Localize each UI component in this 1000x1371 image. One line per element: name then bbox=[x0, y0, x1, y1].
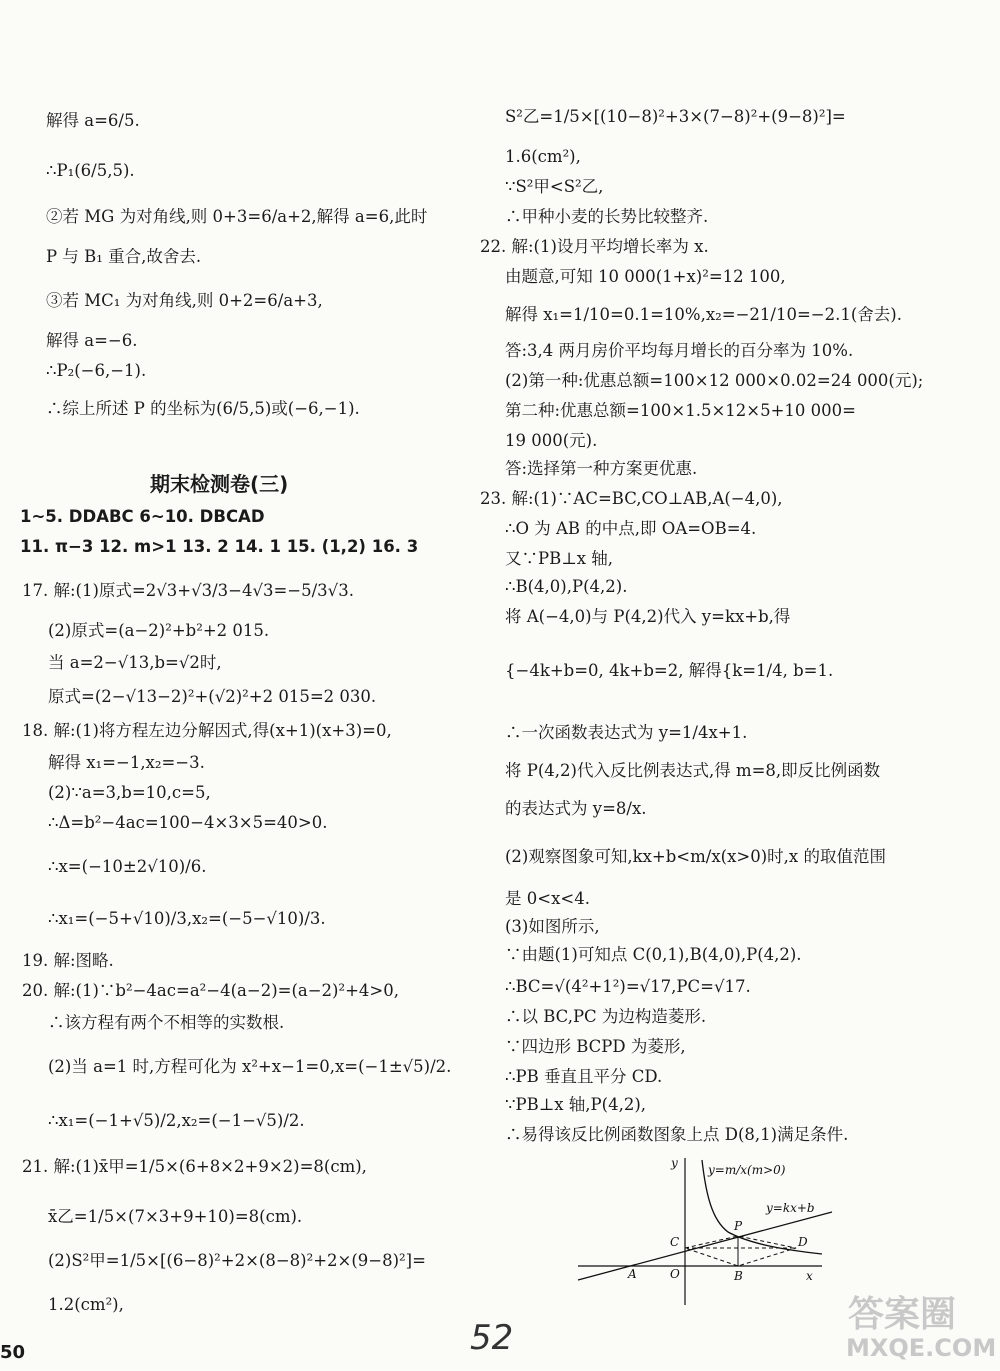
line: x̄乙=1/5×(7×3+9+10)=8(cm). bbox=[48, 1207, 303, 1226]
line: (2)S²甲=1/5×[(6−8)²+2×(8−8)²+2×(9−8)²]= bbox=[48, 1251, 426, 1270]
line: ∴易得该反比例函数图象上点 D(8,1)满足条件. bbox=[505, 1125, 849, 1144]
line: 1.2(cm²), bbox=[48, 1295, 124, 1314]
line: ∴以 BC,PC 为边构造菱形. bbox=[505, 1007, 707, 1026]
line: (2)原式=(a−2)²+b²+2 015. bbox=[48, 621, 270, 640]
line: 当 a=2−√13,b=√2时, bbox=[48, 653, 222, 672]
line: (2)第一种:优惠总额=100×12 000×0.02=24 000(元); bbox=[505, 371, 924, 390]
line: (2)∵a=3,b=10,c=5, bbox=[48, 783, 211, 802]
line: ③若 MC₁ 为对角线,则 0+2=6/a+3, bbox=[46, 291, 323, 310]
line: 19 000(元). bbox=[505, 431, 598, 450]
line: 23. 解:(1)∵AC=BC,CO⊥AB,A(−4,0), bbox=[480, 489, 783, 508]
line: ∴x₁=(−1+√5)/2,x₂=(−1−√5)/2. bbox=[48, 1111, 305, 1130]
line: 的表达式为 y=8/x. bbox=[505, 799, 647, 818]
line: ∴P₁(6/5,5). bbox=[46, 161, 135, 180]
line: 20. 解:(1)∵b²−4ac=a²−4(a−2)=(a−2)²+4>0, bbox=[22, 981, 399, 1000]
line: ∵PB⊥x 轴,P(4,2), bbox=[505, 1095, 646, 1114]
line: 解得 x₁=1/10=0.1=10%,x₂=−21/10=−2.1(舍去). bbox=[505, 305, 902, 324]
line: (2)观察图象可知,kx+b<m/x(x>0)时,x 的取值范围 bbox=[505, 847, 886, 866]
line: ∴Δ=b²−4ac=100−4×3×5=40>0. bbox=[48, 813, 328, 832]
line: 答:3,4 两月房价平均每月增长的百分率为 10%. bbox=[505, 341, 854, 360]
line: S²乙=1/5×[(10−8)²+3×(7−8)²+(9−8)²]= bbox=[505, 107, 846, 126]
line: 是 0<x<4. bbox=[505, 889, 590, 908]
line: ∵S²甲<S²乙, bbox=[505, 177, 604, 196]
rhombus-bcpd bbox=[685, 1236, 796, 1266]
point-label-c: C bbox=[670, 1235, 680, 1249]
line: ∴综上所述 P 的坐标为(6/5,5)或(−6,−1). bbox=[46, 399, 360, 418]
line: ∵四边形 BCPD 为菱形, bbox=[505, 1037, 686, 1056]
line: (2)当 a=1 时,方程可化为 x²+x−1=0,x=(−1±√5)/2. bbox=[48, 1057, 452, 1076]
point-label-p: P bbox=[734, 1219, 743, 1233]
line: (3)如图所示, bbox=[505, 917, 600, 936]
line: 18. 解:(1)将方程左边分解因式,得(x+1)(x+3)=0, bbox=[22, 721, 392, 740]
line: 22. 解:(1)设月平均增长率为 x. bbox=[480, 237, 709, 256]
line: ∴O 为 AB 的中点,即 OA=OB=4. bbox=[505, 519, 757, 538]
line: 将 P(4,2)代入反比例表达式,得 m=8,即反比例函数 bbox=[505, 761, 881, 780]
line: ∴该方程有两个不相等的实数根. bbox=[48, 1013, 285, 1032]
line: 19. 解:图略. bbox=[22, 951, 114, 970]
line: 答:选择第一种方案更优惠. bbox=[505, 459, 698, 478]
point-label-b: B bbox=[734, 1269, 743, 1283]
line: P 与 B₁ 重合,故舍去. bbox=[46, 247, 202, 266]
page-number: 50 bbox=[0, 1342, 26, 1363]
line: 将 A(−4,0)与 P(4,2)代入 y=kx+b,得 bbox=[505, 607, 791, 626]
line: ∴P₂(−6,−1). bbox=[46, 361, 147, 380]
point-label-a: A bbox=[628, 1267, 637, 1281]
watermark-url: MXQE.COM bbox=[846, 1334, 997, 1362]
point-label-o: O bbox=[670, 1267, 680, 1281]
line: 又∵PB⊥x 轴, bbox=[505, 549, 614, 568]
line: 解得 a=−6. bbox=[46, 331, 138, 350]
line: 21. 解:(1)x̄甲=1/5×(6+8×2+9×2)=8(cm), bbox=[22, 1157, 367, 1176]
line: ∴甲种小麦的长势比较整齐. bbox=[505, 207, 709, 226]
line: ∵由题(1)可知点 C(0,1),B(4,0),P(4,2). bbox=[505, 945, 802, 964]
line: ∴BC=√(4²+1²)=√17,PC=√17. bbox=[505, 977, 751, 996]
section-title: 期末检测卷(三) bbox=[150, 472, 289, 496]
handwritten-note: 52 bbox=[470, 1318, 514, 1358]
x-axis-label: x bbox=[806, 1269, 813, 1283]
y-axis-label: y bbox=[671, 1156, 678, 1170]
watermark-logo: 答案圈 bbox=[848, 1294, 957, 1335]
linear-line bbox=[578, 1212, 832, 1280]
line: {−4k+b=0, 4k+b=2, 解得{k=1/4, b=1. bbox=[505, 661, 834, 680]
curve-label: y=m/x(m>0) bbox=[708, 1163, 786, 1177]
line: 解得 a=6/5. bbox=[46, 111, 140, 130]
line-label: y=kx+b bbox=[766, 1201, 815, 1215]
line: 解得 x₁=−1,x₂=−3. bbox=[48, 753, 205, 772]
line: 1.6(cm²), bbox=[505, 147, 581, 166]
line: ∴x₁=(−5+√10)/3,x₂=(−5−√10)/3. bbox=[48, 909, 326, 928]
line: 原式=(2−√13−2)²+(√2)²+2 015=2 030. bbox=[48, 687, 377, 706]
line: 17. 解:(1)原式=2√3+√3/3−4√3=−5/3√3. bbox=[22, 581, 354, 600]
line: ∴x=(−10±2√10)/6. bbox=[48, 857, 207, 876]
answer-line: 11. π−3 12. m>1 13. 2 14. 1 15. (1,2) 16. 3 bbox=[20, 537, 419, 556]
line: 第二种:优惠总额=100×1.5×12×5+10 000= bbox=[505, 401, 856, 420]
line: ∴B(4,0),P(4,2). bbox=[505, 577, 628, 596]
line: ②若 MG 为对角线,则 0+3=6/a+2,解得 a=6,此时 bbox=[46, 207, 428, 226]
line: ∴一次函数表达式为 y=1/4x+1. bbox=[505, 723, 748, 742]
point-label-d: D bbox=[798, 1235, 808, 1249]
line: ∴PB 垂直且平分 CD. bbox=[505, 1067, 663, 1086]
line: 由题意,可知 10 000(1+x)²=12 100, bbox=[505, 267, 786, 286]
answer-line: 1~5. DDABC 6~10. DBCAD bbox=[20, 507, 265, 526]
function-graph bbox=[570, 1150, 840, 1310]
